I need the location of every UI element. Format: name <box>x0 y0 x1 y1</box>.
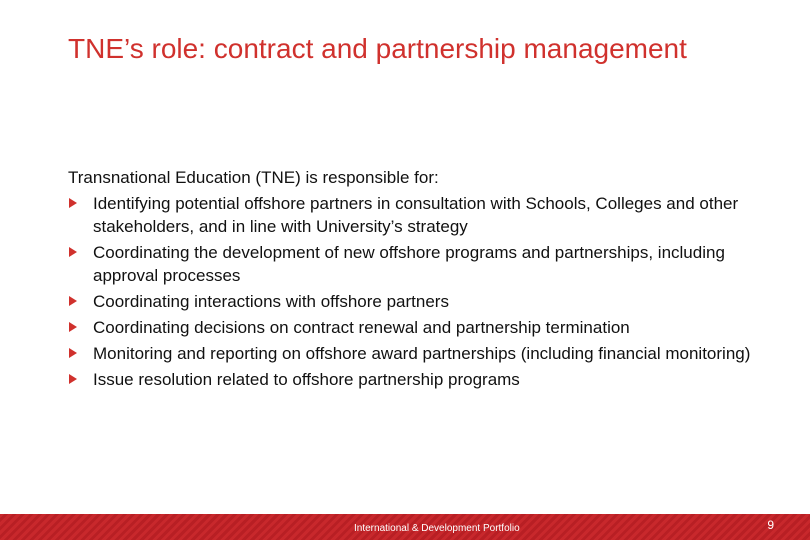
list-item <box>68 192 768 238</box>
list-item <box>68 368 768 391</box>
triangle-bullet-icon <box>69 348 77 358</box>
bullet-text: Coordinating the development of new offshore programs and partnerships, including approval processes <box>93 243 725 285</box>
triangle-bullet-icon <box>69 296 77 306</box>
page-number: 9 <box>767 518 774 532</box>
footer-bar <box>0 514 810 540</box>
triangle-bullet-icon <box>69 374 77 384</box>
triangle-bullet-icon <box>69 322 77 332</box>
bullet-text: Coordinating interactions with offshore partners <box>93 292 449 311</box>
list-item <box>68 342 768 365</box>
bullet-text: Identifying potential offshore partners in consultation with Schools, Colleges and other stakeholders, and in line with University’s strategy <box>93 194 739 236</box>
list-item <box>68 316 768 339</box>
list-item <box>68 241 768 287</box>
footer-text: International & Development Portfolio <box>354 523 520 534</box>
list-item <box>68 290 768 313</box>
slide-title: TNE’s role: contract and partnership management <box>68 33 687 64</box>
bullet-list <box>68 192 768 391</box>
bullet-text: Issue resolution related to offshore partnership programs <box>93 370 520 389</box>
bullet-text: Monitoring and reporting on offshore award partnerships (including financial monitoring) <box>93 344 751 363</box>
slide-body <box>68 166 768 394</box>
triangle-bullet-icon <box>69 198 77 208</box>
intro-text: Transnational Education (TNE) is responsible for: <box>68 168 439 187</box>
bullet-text: Coordinating decisions on contract renewal and partnership termination <box>93 318 630 337</box>
triangle-bullet-icon <box>69 247 77 257</box>
